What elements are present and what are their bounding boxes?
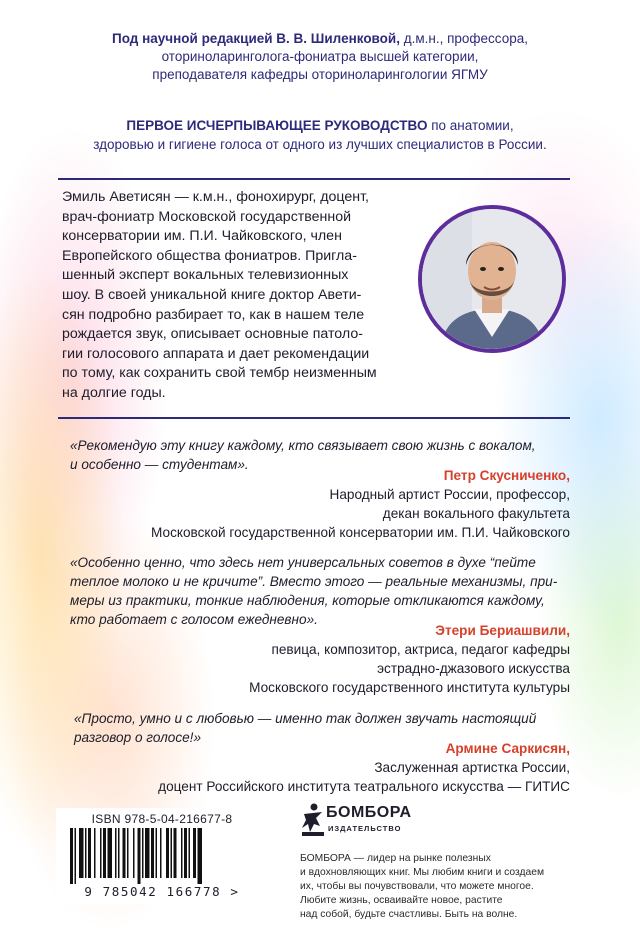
bio-line: шенный эксперт вокальных телевизионных xyxy=(62,267,349,284)
bio-line: консерватории им. П.И. Чайковского, член xyxy=(62,228,342,245)
role-line: эстрадно-джазового искусства xyxy=(377,661,570,676)
blurb-line: и вдохновляющих книг. Мы любим книги и создаем xyxy=(300,867,545,878)
bio-line: врач-фониатр Московской государственной xyxy=(62,208,352,225)
editor-degree: д.м.н., профессора, xyxy=(399,31,528,46)
barcode-bar xyxy=(115,828,117,878)
barcode-bar xyxy=(166,828,169,878)
role-line: доцент Российского института театрального искусства — ГИТИС xyxy=(158,779,570,794)
lead-line2: здоровью и гигиене голоса от одного из лучших специалистов в России. xyxy=(93,137,547,152)
barcode-bar xyxy=(103,828,106,878)
barcode-bar xyxy=(138,828,141,884)
quote-line: кто работает с голосом ежедневно». xyxy=(70,612,318,627)
barcode-bar xyxy=(156,828,158,878)
quote-2-text xyxy=(70,553,557,629)
bio-line: по тому, как сохранить свой тембр неизменным xyxy=(62,365,377,382)
barcode-bar xyxy=(88,828,91,878)
barcode-bar xyxy=(193,828,196,878)
barcode-bar xyxy=(108,828,113,878)
barcode-bar xyxy=(160,828,162,878)
bio-line: рождается звук, описывает основные патоло- xyxy=(62,326,363,343)
quote-3-author-role xyxy=(158,758,570,796)
quote-line: «Рекомендую эту книгу каждому, кто связывает свою жизнь с вокалом, xyxy=(70,438,536,453)
quote-3-author: Армине Саркисян, xyxy=(445,741,570,756)
quote-2-author-role xyxy=(249,640,570,697)
barcode-bar xyxy=(133,828,135,878)
barcode-bar xyxy=(94,828,96,878)
quote-line: «Просто, умно и с любовью — именно так должен звучать настоящий xyxy=(74,711,537,726)
blurb-line: над собой, будьте счастливы. Быть на волне. xyxy=(300,909,518,920)
barcode-bar xyxy=(70,828,73,884)
role-line: Заслуженная артистка России, xyxy=(374,760,570,775)
barcode-bar xyxy=(151,828,154,878)
editor-title-line: оториноларинголога-фониатра высшей категории, xyxy=(161,49,479,64)
bio-line: гии голосового аппарата и дает рекомендации xyxy=(62,345,370,362)
blurb-line: БОМБОРА — лидер на рынке полезных xyxy=(300,853,491,864)
author-bio xyxy=(62,188,407,404)
role-line: декан вокального факультета xyxy=(382,506,570,521)
barcode-bar xyxy=(171,828,173,878)
bio-line: Европейского общества фониатров. Пригла- xyxy=(62,247,357,264)
barcode-digits: 9 785042 166778 > xyxy=(84,884,240,899)
editor-credit xyxy=(40,30,600,84)
quote-line: и особенно — студентам». xyxy=(70,457,249,472)
author-portrait-icon xyxy=(422,209,562,349)
role-line: Московского государственного института культуры xyxy=(249,680,570,695)
publisher-logo xyxy=(300,800,420,840)
barcode-bar xyxy=(198,828,203,884)
blurb-line: их, чтобы вы почувствовали, что можете многое. xyxy=(300,881,534,892)
editor-position-line: преподавателя кафедры оториноларингологии ЯГМУ xyxy=(152,67,488,82)
barcode-bar xyxy=(189,828,191,878)
barcode-bar xyxy=(75,828,77,884)
publisher-name: БОМБОРА xyxy=(326,804,412,821)
bio-line: сян подробно разбирает то, как в нашем теле xyxy=(62,306,365,323)
publisher-subtitle: ИЗДАТЕЛЬСТВО xyxy=(328,824,402,833)
barcode-bar xyxy=(127,828,129,878)
barcode-bar xyxy=(184,828,187,878)
quote-line: разговор о голосе!» xyxy=(74,730,202,745)
publisher-blurb xyxy=(300,852,600,922)
lead-strong: ПЕРВОЕ ИСЧЕРПЫВАЮЩЕЕ РУКОВОДСТВО xyxy=(126,118,428,133)
role-line: певица, композитор, актриса, педагог кафедры xyxy=(271,642,570,657)
lead-statement xyxy=(40,116,600,154)
bio-line: на долгие годы. xyxy=(62,384,166,401)
role-line: Народный артист России, профессор, xyxy=(329,487,570,502)
quote-2-author: Этери Бериашвили, xyxy=(435,623,570,638)
bio-line: Эмиль Аветисян — к.м.н., фонохирург, доцент, xyxy=(62,189,369,205)
quote-1-author: Петр Скусниченко, xyxy=(443,468,570,483)
divider-middle xyxy=(58,417,570,419)
blurb-line: Любите жизнь, осваивайте новое, растите xyxy=(300,895,503,906)
quote-line: теплое молоко и не кричите”. Вместо этого — реальные механизмы, при- xyxy=(70,574,558,589)
editor-name: Под научной редакцией В. В. Шиленковой, xyxy=(112,31,400,46)
barcode-icon xyxy=(66,828,258,884)
barcode-bar xyxy=(118,828,120,878)
barcode-bar xyxy=(79,828,84,878)
author-photo xyxy=(418,205,566,353)
quote-line: «Особенно ценно, что здесь нет универсальных советов в духе “пейте xyxy=(70,555,536,570)
quote-line: меры из практики, тонкие наблюдения, которые откликаются каждому, xyxy=(70,593,545,608)
barcode-bar xyxy=(145,828,150,878)
divider-top xyxy=(58,178,570,180)
publisher-figure-icon xyxy=(300,802,326,838)
barcode-bar xyxy=(123,828,126,878)
barcode-bar xyxy=(174,828,177,878)
isbn-number: ISBN 978-5-04-216677-8 xyxy=(91,812,233,826)
barcode-block xyxy=(56,808,268,904)
barcode-bar xyxy=(181,828,183,878)
quote-1-author-role xyxy=(151,485,570,542)
bio-line: шоу. В своей уникальной книге доктор Авети- xyxy=(62,286,362,303)
barcode-bar xyxy=(85,828,87,878)
barcode-bar xyxy=(142,828,144,878)
lead-tail: по анатомии, xyxy=(427,118,514,133)
barcode-bar xyxy=(100,828,102,878)
role-line: Московской государственной консерватории им. П.И. Чайковского xyxy=(151,525,570,540)
